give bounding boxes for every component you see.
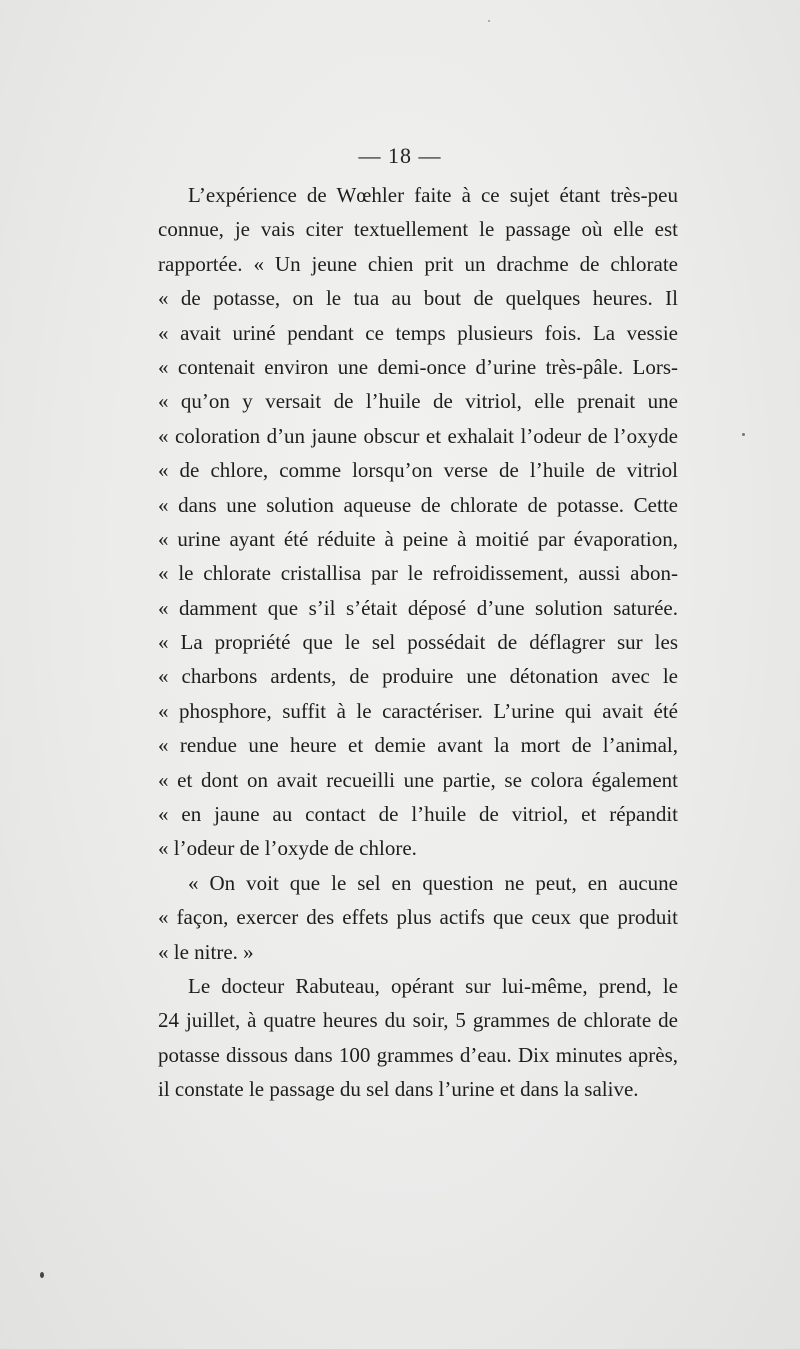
- ink-speck: [488, 20, 490, 22]
- text-line: « On voit que le sel en question ne peut, en aucune: [188, 870, 678, 895]
- text-line: « urine ayant été réduite à peine à moitié par évaporation,: [158, 526, 678, 551]
- text-line: il constate le passage du sel dans l’urine et dans la salive.: [158, 1077, 639, 1102]
- text-line: rapportée. « Un jeune chien prit un drachme de chlorate: [158, 251, 678, 276]
- text-line: « en jaune au contact de l’huile de vitriol, et répandit: [158, 802, 678, 827]
- text-line: « le nitre. »: [158, 939, 254, 964]
- text-line: « damment que s’il s’était déposé d’une solution saturée.: [158, 595, 678, 620]
- text-line: « de potasse, on le tua au bout de quelques heures. Il: [158, 286, 678, 311]
- ink-speck: [742, 433, 745, 436]
- text-line: L’expérience de Wœhler faite à ce sujet étant très-peu: [188, 183, 678, 207]
- text-line: « de chlore, comme lorsqu’on verse de l’huile de vitriol: [158, 458, 678, 483]
- text-line: « façon, exercer des effets plus actifs que ceux que produit: [158, 905, 678, 930]
- text-line: 24 juillet, à quatre heures du soir, 5 grammes de chlorate de: [158, 1008, 678, 1033]
- text-line: « le chlorate cristallisa par le refroidissement, aussi abon-: [158, 561, 678, 586]
- text-line: « coloration d’un jaune obscur et exhalait l’odeur de l’oxyde: [158, 423, 678, 448]
- text-line: connue, je vais citer textuellement le passage où elle est: [158, 217, 678, 242]
- text-line: « phosphore, suffit à le caractériser. L’urine qui avait été: [158, 698, 678, 723]
- text-line: « qu’on y versait de l’huile de vitriol, elle prenait une: [158, 389, 678, 414]
- text-line: « contenait environ une demi-once d’urine très-pâle. Lors-: [158, 354, 678, 379]
- text-line: « charbons ardents, de produire une détonation avec le: [158, 664, 678, 689]
- text-line: « La propriété que le sel possédait de déflagrer sur les: [158, 630, 678, 655]
- body-text: [158, 178, 678, 1107]
- text-line: potasse dissous dans 100 grammes d’eau. Dix minutes après,: [158, 1042, 678, 1067]
- ink-speck: [40, 1272, 44, 1278]
- text-line: « dans une solution aqueuse de chlorate de potasse. Cette: [158, 492, 678, 517]
- text-line: Le docteur Rabuteau, opérant sur lui-même, prend, le: [188, 973, 678, 998]
- text-line: « rendue une heure et demie avant la mort de l’animal,: [158, 733, 678, 758]
- page-number: — 18 —: [358, 143, 442, 168]
- text-line: « avait uriné pendant ce temps plusieurs fois. La vessie: [158, 320, 678, 345]
- text-line: « l’odeur de l’oxyde de chlore.: [158, 836, 417, 861]
- text-line: « et dont on avait recueilli une partie, se colora également: [158, 767, 678, 792]
